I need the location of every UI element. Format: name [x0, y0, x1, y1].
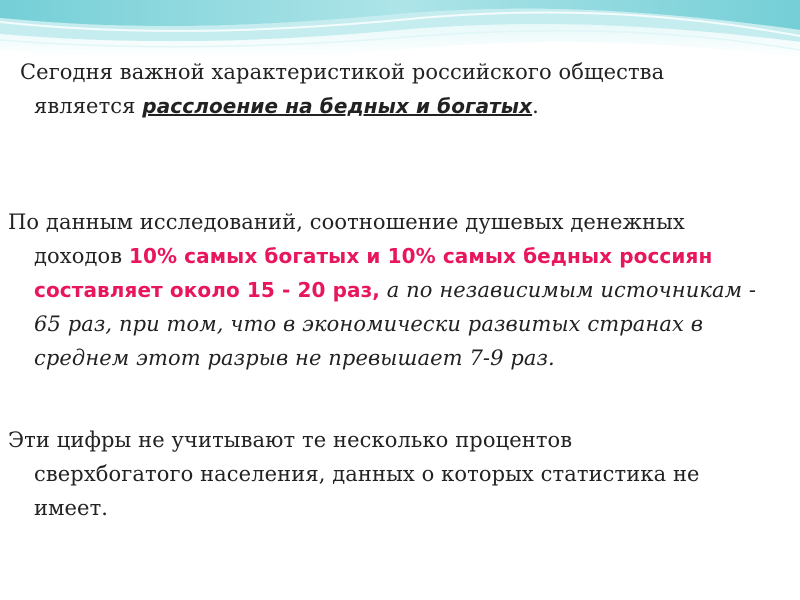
paragraph-statistics-note	[8, 423, 734, 525]
paragraph1-emphasis: расслоение на бедных и богатых	[142, 94, 533, 118]
paragraph1-end: .	[532, 94, 539, 118]
paragraph2-tail: а по независимым источникам - 65 раз, при том, что в экономически развитых странах в среднем этот разрыв не превышает 7-9 раз.	[34, 278, 757, 370]
paragraph-income-ratio	[8, 205, 774, 375]
paragraph1-lead: Сегодня важной характеристикой российского общества является	[20, 60, 665, 118]
paragraph3-text: Эти цифры не учитывают те несколько процентов сверхбогатого населения, данных о которых статистика не имеет.	[8, 428, 700, 520]
paragraph2-lead: По данным исследований, соотношение душевых денежных доходов	[8, 210, 685, 268]
paragraph2-highlight: 10% самых богатых и 10% самых бедных россиян составляет около 15 - 20 раз,	[34, 244, 713, 302]
paragraph-stratification	[8, 55, 674, 123]
